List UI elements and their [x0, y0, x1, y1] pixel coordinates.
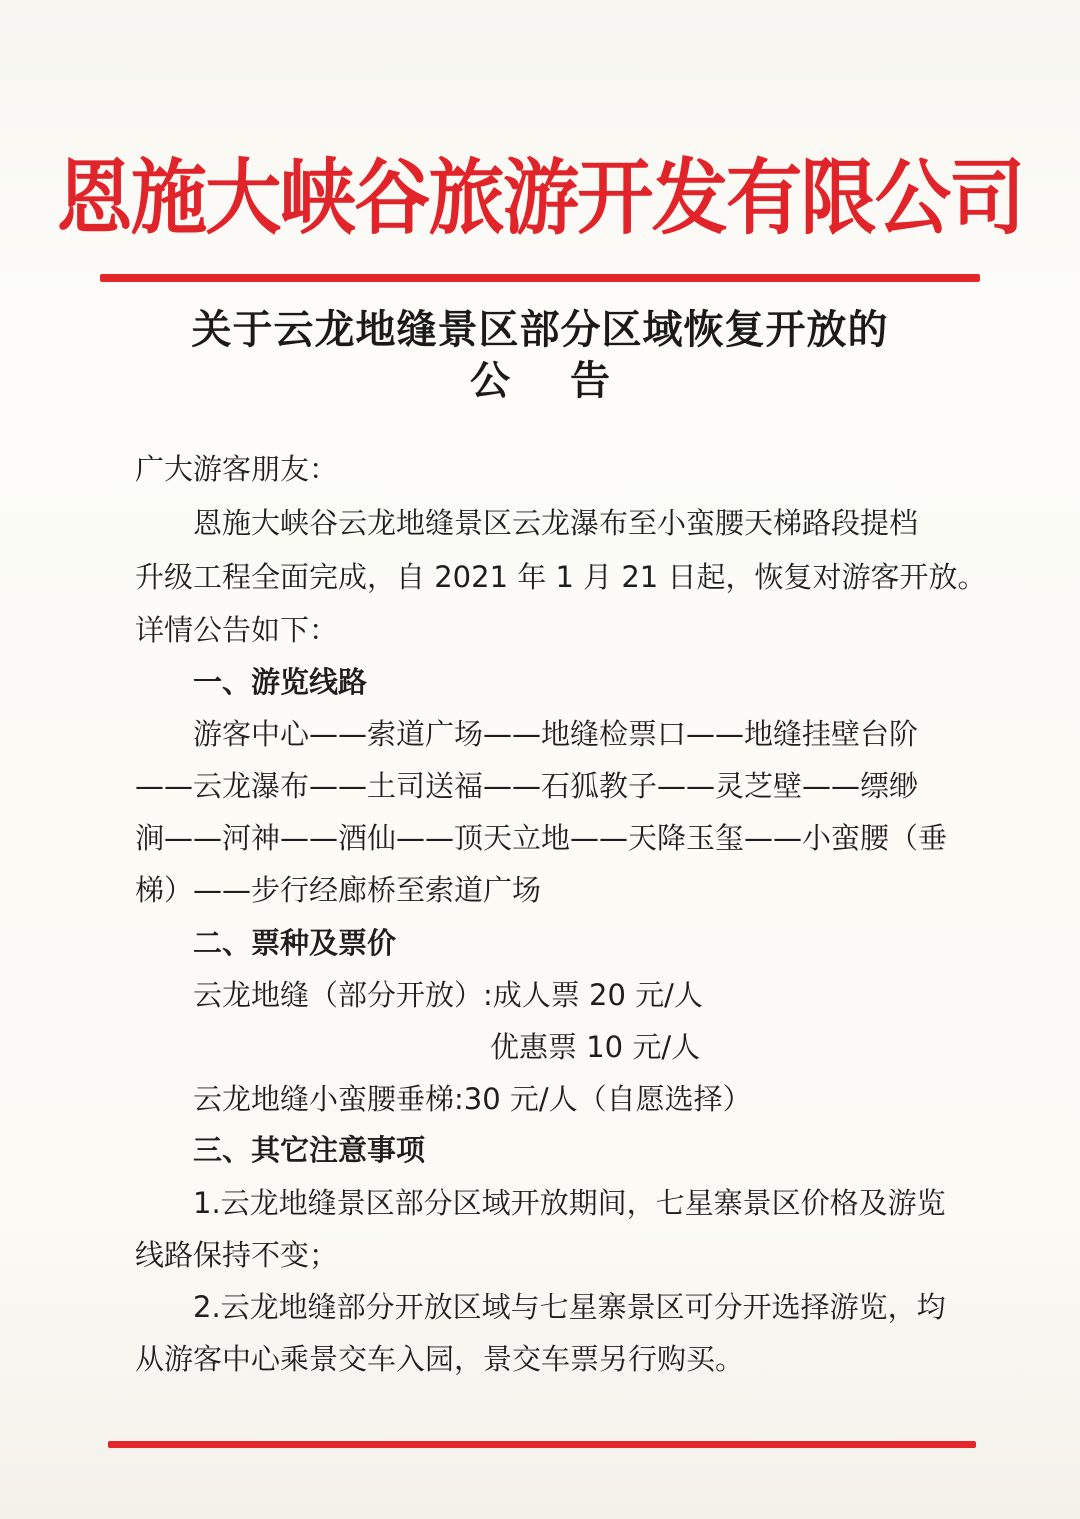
company-letterhead: 恩施大峡谷旅游开发有限公司: [56, 150, 1024, 246]
letterhead-red-rule: [100, 274, 980, 282]
route-line: 游客中心——索道广场——地缝检票口——地缝挂壁台阶: [193, 717, 919, 751]
route-line: 涧——河神——酒仙——顶天立地——天降玉玺——小蛮腰（垂: [135, 821, 948, 855]
route-line: ——云龙瀑布——土司送福——石狐教子——灵芝壁——缥缈: [135, 769, 919, 803]
section-heading-notes: 三、其它注意事项: [193, 1133, 426, 1167]
footer-red-rule: [108, 1441, 976, 1448]
ticket-line: 云龙地缝小蛮腰垂梯:30 元/人（自愿选择）: [193, 1082, 752, 1116]
intro-line: 恩施大峡谷云龙地缝景区云龙瀑布至小蛮腰天梯路段提档: [193, 506, 919, 540]
ticket-line: 云龙地缝（部分开放）:成人票 20 元/人: [193, 978, 703, 1012]
section-heading-route: 一、游览线路: [193, 665, 368, 699]
salutation: 广大游客朋友：: [135, 452, 339, 486]
intro-line: 升级工程全面完成，自 2021 年 1 月 21 日起，恢复对游客开放。: [135, 560, 987, 594]
note-line: 1.云龙地缝景区部分区域开放期间，七星寨景区价格及游览: [193, 1186, 946, 1220]
section-heading-tickets: 二、票种及票价: [193, 926, 397, 960]
notice-title: 关于云龙地缝景区部分区域恢复开放的: [191, 306, 889, 353]
note-line: 2.云龙地缝部分开放区域与七星寨景区可分开选择游览，均: [193, 1290, 946, 1324]
note-line: 线路保持不变；: [135, 1238, 339, 1272]
ticket-line: 优惠票 10 元/人: [490, 1030, 701, 1064]
route-line: 梯）——步行经廊桥至索道广场: [135, 873, 542, 907]
notice-title-word: 公告: [470, 357, 670, 404]
intro-line: 详情公告如下：: [135, 613, 339, 647]
note-line: 从游客中心乘景交车入园，景交车票另行购买。: [135, 1342, 745, 1376]
